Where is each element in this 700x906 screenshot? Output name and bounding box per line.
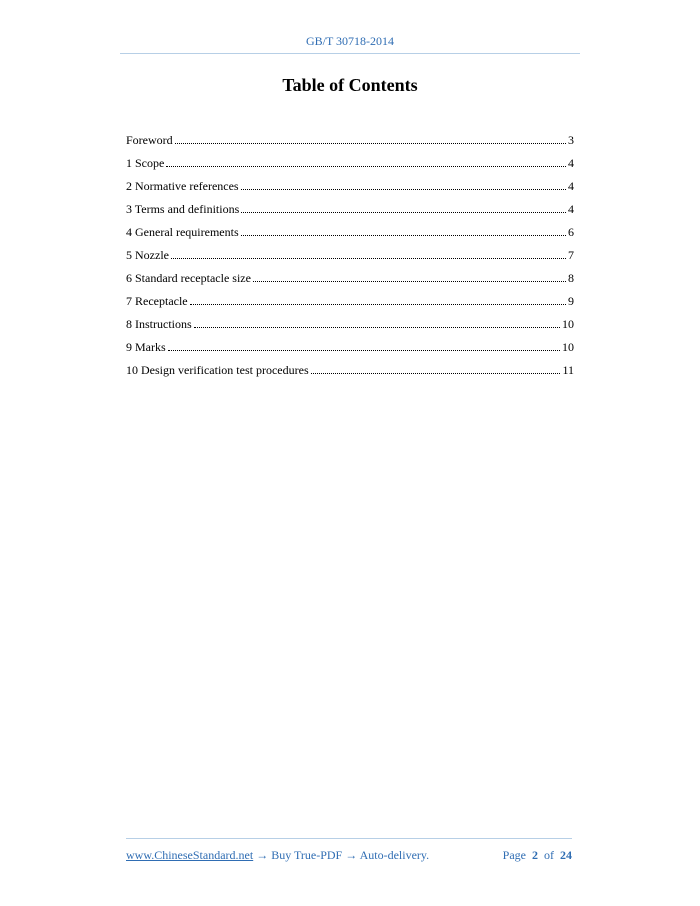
dot-leader xyxy=(168,350,560,351)
dot-leader xyxy=(175,143,566,144)
toc-entry-label: Foreword xyxy=(126,133,173,147)
toc-entry-page: 10 xyxy=(562,317,574,331)
toc-entry-page: 4 xyxy=(568,179,574,193)
toc-entry-label: 5 Nozzle xyxy=(126,248,169,262)
footer-divider xyxy=(126,838,572,839)
toc-entry-label: 2 Normative references xyxy=(126,179,239,193)
dot-leader xyxy=(194,327,560,328)
toc-entry-page: 4 xyxy=(568,202,574,216)
toc-entry-page: 10 xyxy=(562,340,574,354)
toc-entry-page: 4 xyxy=(568,156,574,170)
toc-entry-label: 7 Receptacle xyxy=(126,294,188,308)
buy-text: Buy True-PDF xyxy=(271,848,343,862)
current-page: 2 xyxy=(532,848,538,862)
dot-leader xyxy=(241,189,566,190)
footer-promo xyxy=(126,848,429,863)
toc-entry-general-requirements[interactable] xyxy=(126,223,574,246)
toc-entry-page: 7 xyxy=(568,248,574,262)
header-divider xyxy=(120,53,580,54)
page-indicator xyxy=(503,848,572,863)
toc-entry-foreword[interactable] xyxy=(126,131,574,154)
running-header: GB/T 30718-2014 xyxy=(305,34,395,48)
toc-entry-label: 4 General requirements xyxy=(126,225,239,239)
toc-entry-page: 11 xyxy=(562,363,574,377)
dot-leader xyxy=(253,281,566,282)
dot-leader xyxy=(166,166,566,167)
dot-leader xyxy=(311,373,561,374)
toc-entry-label: 9 Marks xyxy=(126,340,166,354)
toc-entry-design-verification[interactable] xyxy=(126,361,574,384)
toc-entry-label: 8 Instructions xyxy=(126,317,192,331)
dot-leader xyxy=(171,258,566,259)
arrow-right-icon: → xyxy=(256,848,269,862)
toc-entry-normative-references[interactable] xyxy=(126,177,574,200)
dot-leader xyxy=(241,235,566,236)
toc-entry-terms-and-definitions[interactable] xyxy=(126,200,574,223)
toc-entry-page: 6 xyxy=(568,225,574,239)
toc-entry-label: 3 Terms and definitions xyxy=(126,202,240,216)
dot-leader xyxy=(241,212,566,213)
arrow-right-icon: → xyxy=(345,848,358,862)
toc-entry-receptacle[interactable] xyxy=(126,292,574,315)
page-word: Page xyxy=(502,848,526,862)
toc-entry-marks[interactable] xyxy=(126,338,574,361)
toc-entry-page: 3 xyxy=(568,133,574,147)
toc-entry-instructions[interactable] xyxy=(126,315,574,338)
toc-entry-page: 8 xyxy=(568,271,574,285)
toc-entry-nozzle[interactable] xyxy=(126,246,574,269)
delivery-text: Auto-delivery. xyxy=(359,848,430,862)
page-title: Table of Contents xyxy=(282,75,418,95)
toc-entry-label: 1 Scope xyxy=(126,156,165,170)
toc-entry-standard-receptacle-size[interactable] xyxy=(126,269,574,292)
toc-entry-page: 9 xyxy=(568,294,574,308)
toc-entry-label: 6 Standard receptacle size xyxy=(126,271,251,285)
dot-leader xyxy=(190,304,566,305)
toc-entry-label: 10 Design verification test procedures xyxy=(126,363,309,377)
site-link[interactable]: www.ChineseStandard.net xyxy=(126,848,254,862)
toc-list xyxy=(126,131,574,384)
total-pages: 24 xyxy=(560,848,572,862)
toc-entry-scope[interactable] xyxy=(126,154,574,177)
of-word: of xyxy=(544,848,554,862)
